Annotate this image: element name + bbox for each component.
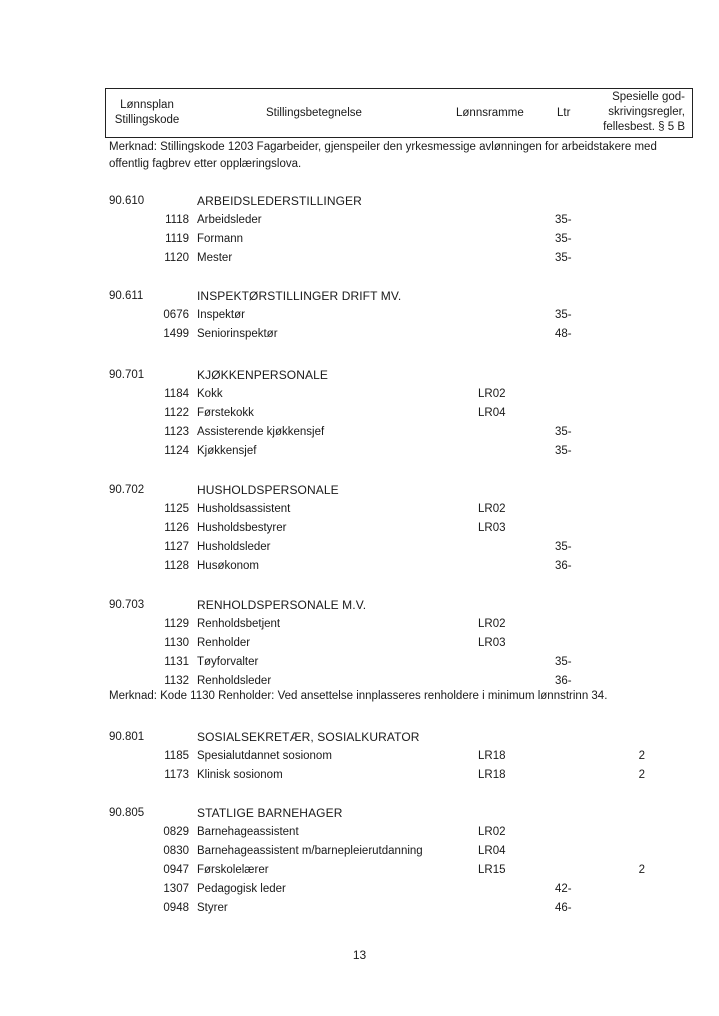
page-number: 13 — [352, 948, 367, 962]
table-row — [109, 899, 669, 918]
note-mid: Merknad: Kode 1130 Renholder: Ved ansettelse innplasseres renholdere i minimum lønnstrinn 34. — [109, 690, 608, 702]
stillingskode: 1173 — [164, 769, 189, 781]
stillingskode: 1124 — [164, 445, 189, 457]
stillingsbetegnelse: Husøkonom — [197, 560, 259, 572]
lonnsramme: LR15 — [478, 864, 506, 876]
table-row — [109, 325, 669, 344]
stillingsbetegnelse: Renholdsbetjent — [197, 618, 281, 630]
stillingskode: 1118 — [165, 214, 189, 226]
section — [109, 804, 669, 918]
section — [109, 366, 669, 461]
section-title: HUSHOLDSPERSONALE — [197, 483, 339, 497]
note-top: Merknad: Stillingskode 1203 Fagarbeider, gjenspeiler den yrkesmessige avlønningen for arbeidstakere med offentlig fagbrev etter opplæringslova. — [109, 141, 657, 170]
stillingskode: 1129 — [164, 618, 189, 630]
section-header — [109, 287, 669, 306]
stillingsbetegnelse: Husholdsassistent — [197, 503, 291, 515]
stillingsbetegnelse: Førstekokk — [197, 407, 254, 419]
stillingskode: 0948 — [163, 902, 189, 914]
lonnsramme: LR02 — [478, 826, 506, 838]
header-col-title: Stillingsbetegnelse — [266, 107, 362, 119]
section-title: ARBEIDSLEDERSTILLINGER — [197, 194, 362, 208]
header-col-code — [106, 98, 188, 128]
section-code: 90.801 — [109, 731, 145, 743]
section-code: 90.611 — [109, 290, 144, 302]
stillingskode: 1499 — [163, 328, 189, 340]
stillingskode: 1126 — [164, 522, 189, 534]
table-row — [109, 557, 669, 576]
table-row — [109, 880, 669, 899]
table-row — [109, 615, 669, 634]
stillingskode: 1127 — [164, 541, 189, 553]
stillingskode: 0829 — [163, 826, 189, 838]
stillingskode: 1184 — [164, 388, 189, 400]
ltr: 35- — [555, 233, 572, 245]
header-col-lonnsramme: Lønnsramme — [456, 107, 524, 119]
stillingsbetegnelse: Klinisk sosionom — [197, 769, 283, 781]
stillingskode: 0830 — [163, 845, 189, 857]
stillingsbetegnelse: Spesialutdannet sosionom — [197, 750, 332, 762]
stillingskode: 1122 — [164, 407, 189, 419]
section — [109, 192, 669, 268]
stillingsbetegnelse: Barnehageassistent — [197, 826, 299, 838]
lonnsramme: LR03 — [478, 522, 506, 534]
section-header — [109, 481, 669, 500]
stillingsbetegnelse: Styrer — [197, 902, 228, 914]
section-title: STATLIGE BARNEHAGER — [197, 806, 343, 820]
stillingsbetegnelse: Kjøkkensjef — [197, 445, 257, 457]
section-header — [109, 596, 669, 615]
table-row — [109, 385, 669, 404]
stillingsbetegnelse: Barnehageassistent m/barnepleierutdanning — [197, 845, 423, 857]
header-col-spesielle — [603, 90, 685, 135]
section-header — [109, 192, 669, 211]
ltr: 42- — [555, 883, 572, 895]
header-col1-line1: Lønnsplan — [120, 99, 174, 111]
table-row — [109, 842, 669, 861]
section-code: 90.703 — [109, 599, 145, 611]
stillingsbetegnelse: Førskolelærer — [197, 864, 269, 876]
stillingsbetegnelse: Husholdsbestyrer — [197, 522, 287, 534]
section — [109, 287, 669, 344]
table-row — [109, 766, 669, 785]
stillingskode: 1120 — [164, 252, 189, 264]
section-title: KJØKKENPERSONALE — [197, 368, 328, 382]
table-row — [109, 861, 669, 880]
table-row — [109, 634, 669, 653]
table-row — [109, 538, 669, 557]
table-row — [109, 423, 669, 442]
lonnsramme: LR02 — [478, 388, 506, 400]
stillingsbetegnelse: Renholder — [197, 637, 251, 649]
stillingskode: 1130 — [164, 637, 189, 649]
table-row — [109, 519, 669, 538]
ltr: 46- — [555, 902, 572, 914]
ltr: 36- — [555, 675, 572, 687]
stillingsbetegnelse: Mester — [197, 252, 233, 264]
stillingskode: 1185 — [164, 750, 189, 762]
header-col5-line3: fellesbest. § 5 B — [603, 121, 685, 133]
stillingsbetegnelse: Arbeidsleder — [197, 214, 262, 226]
stillingskode: 1131 — [164, 656, 189, 668]
lonnsramme: LR18 — [478, 769, 506, 781]
stillingskode: 0676 — [163, 309, 189, 321]
lonnsramme: LR02 — [478, 618, 506, 630]
spesielle-regler: 2 — [638, 769, 645, 781]
lonnsramme: LR04 — [478, 407, 506, 419]
section — [109, 481, 669, 576]
stillingsbetegnelse: Formann — [197, 233, 244, 245]
stillingsbetegnelse: Pedagogisk leder — [197, 883, 286, 895]
stillingsbetegnelse: Tøyforvalter — [197, 656, 259, 668]
ltr: 35- — [555, 541, 572, 553]
ltr: 48- — [555, 328, 572, 340]
section-title: SOSIALSEKRETÆR, SOSIALKURATOR — [197, 730, 420, 744]
stillingskode: 1132 — [164, 675, 189, 687]
stillingsbetegnelse: Seniorinspektør — [197, 328, 278, 340]
stillingsbetegnelse: Husholdsleder — [197, 541, 271, 553]
stillingskode: 0947 — [163, 864, 189, 876]
stillingskode: 1123 — [164, 426, 189, 438]
stillingskode: 1125 — [164, 503, 189, 515]
stillingskode: 1128 — [164, 560, 189, 572]
section-code: 90.701 — [109, 369, 145, 381]
table-row — [109, 823, 669, 842]
ltr: 35- — [555, 426, 572, 438]
header-col-ltr: Ltr — [557, 107, 571, 119]
lonnsramme: LR03 — [478, 637, 506, 649]
stillingskode: 1307 — [163, 883, 189, 895]
ltr: 35- — [555, 252, 572, 264]
lonnsramme: LR02 — [478, 503, 506, 515]
header-col5-line2: skrivingsregler, — [608, 106, 685, 118]
ltr: 35- — [555, 656, 572, 668]
header-col1-line2: Stillingskode — [114, 114, 180, 126]
table-row — [109, 747, 669, 766]
header-col5-line1: Spesielle god- — [612, 91, 685, 103]
section — [109, 728, 669, 785]
table-row — [109, 306, 669, 325]
stillingsbetegnelse: Inspektør — [197, 309, 245, 321]
ltr: 35- — [555, 214, 572, 226]
table-row — [109, 500, 669, 519]
table-row — [109, 249, 669, 268]
table-row — [109, 230, 669, 249]
section-header — [109, 728, 669, 747]
stillingsbetegnelse: Kokk — [197, 388, 223, 400]
lonnsramme: LR18 — [478, 750, 506, 762]
section-title: INSPEKTØRSTILLINGER DRIFT MV. — [197, 289, 402, 303]
ltr: 35- — [555, 309, 572, 321]
section-title: RENHOLDSPERSONALE M.V. — [197, 598, 367, 612]
section-code: 90.610 — [109, 195, 145, 207]
table-row — [109, 442, 669, 461]
table-header — [105, 88, 693, 138]
table-row — [109, 653, 669, 672]
section-header — [109, 804, 669, 823]
spesielle-regler: 2 — [638, 750, 645, 762]
section-code: 90.805 — [109, 807, 145, 819]
table-row — [109, 404, 669, 423]
section — [109, 596, 669, 691]
stillingsbetegnelse: Renholdsleder — [197, 675, 272, 687]
section-header — [109, 366, 669, 385]
spesielle-regler: 2 — [638, 864, 645, 876]
stillingsbetegnelse: Assisterende kjøkkensjef — [197, 426, 325, 438]
lonnsramme: LR04 — [478, 845, 506, 857]
table-row — [109, 211, 669, 230]
ltr: 35- — [555, 445, 572, 457]
ltr: 36- — [555, 560, 572, 572]
section-code: 90.702 — [109, 484, 145, 496]
stillingskode: 1119 — [165, 233, 189, 245]
